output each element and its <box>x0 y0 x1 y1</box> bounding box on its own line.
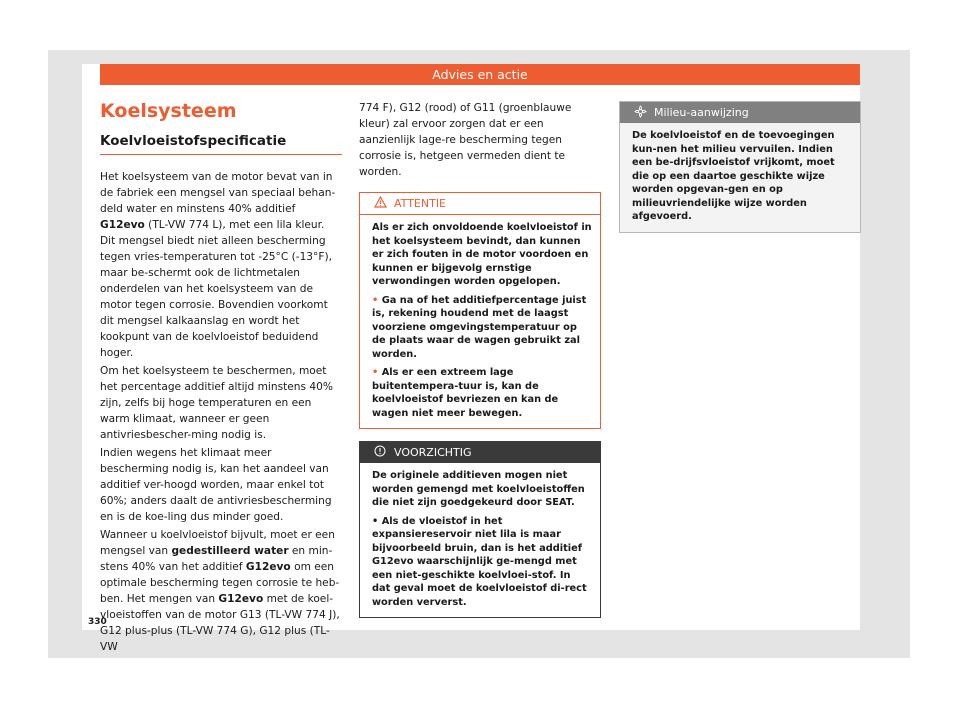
paragraph-3: Indien wegens het klimaat meer bescherming nodig is, kan het aandeel van additief ver-hoogd worden, maar enkel tot 60%; anders daalt de antivriesbescherming en is de koe-ling dus minder goed. <box>100 447 332 523</box>
column-left <box>100 100 342 655</box>
chapter-header: Advies en actie <box>100 64 860 85</box>
notice-box <box>359 441 601 618</box>
leaf-icon <box>632 105 648 121</box>
notice-body <box>360 463 600 617</box>
warning-triangle-icon <box>372 196 388 211</box>
paragraph-2: Om het koelsysteem te beschermen, moet het percentage additief altijd minstens 40% zijn, zelfs bij hoge temperaturen en een warm klimaat, wanneer er geen antivriesbescher-ming nodig is. <box>100 365 333 441</box>
environment-body <box>620 123 860 232</box>
environment-box <box>619 101 861 233</box>
info-circle-icon <box>372 445 388 460</box>
section-title: Koelsysteem <box>100 100 237 122</box>
notice-intro: De originele additieven mogen niet worden gemengd met koelvloeistoffen die niet zijn goedgekeurd door SEAT. <box>372 470 585 508</box>
bullet-icon: • <box>372 367 382 378</box>
paragraph-continued: 774 F), G12 (rood) of G11 (groenblauwe kleur) zal ervoor zorgen dat er een aanzienlijk lage-re bescherming tegen corrosie is, hetgeen vermeden dient te worden. <box>359 102 572 178</box>
warning-header <box>360 193 600 215</box>
notice-title: VOORZICHTIG <box>394 446 472 459</box>
bullet-icon: • <box>372 515 382 527</box>
warning-intro: Als er zich onvoldoende koelvloeistof in het koelsysteem bevindt, dan kunnen er zich fouten in de motor voordoen en kunnen er bijgevolg ernstige verwondingen worden opgelopen. <box>372 222 592 287</box>
environment-header <box>620 102 860 123</box>
warning-title: ATTENTIE <box>394 197 447 210</box>
paragraph-1: Het koelsysteem van de motor bevat van in de fabriek een mengsel van speciaal behan-deld water en minstens 40% additief G12evo (TL-VW 774 L), met een lila kleur. Dit mengsel biedt niet alleen bescherming tegen vries-temperaturen tot -25°C (-13°F), maar be-schermt ook de lichtmetalen onderdelen van het koelsysteem van de motor tegen corrosie. Bovendien voorkomt dit mengsel kalkaanslag en wordt het kookpunt van de koelvloeistof beduidend hoger. <box>100 171 336 359</box>
paragraph-4: Wanneer u koelvloeistof bijvult, moet er een mengsel van gedestilleerd water en min-stens 40% van het additief G12evo om een optimale bescherming tegen corrosie te heb-ben. Het mengen van G12evo met de koel-vloeistoffen van de motor G13 (TL-VW 774 J), G12 plus-plus (TL-VW 774 G), G12 plus (TL-VW <box>100 529 340 653</box>
warning-bullet: • Als er een extreem lage buitentempera-tuur is, kan de koelvloeistof bevriezen en kan de wagen niet meer bewegen. <box>372 367 559 419</box>
environment-text: De koelvloeistof en de toevoegingen kun-nen het milieu vervuilen. Indien een be-drijfsvloeistof vrijkomt, moet die op een daartoe geschikte wijze worden opgevan-gen en op milieuvriendelijke wijze worden afgevoerd. <box>632 130 835 222</box>
page-number: 330 <box>88 617 107 627</box>
warning-body <box>360 215 600 428</box>
notice-header <box>360 442 600 463</box>
environment-title: Milieu-aanwijzing <box>654 106 749 119</box>
bullet-icon: • <box>372 294 382 306</box>
warning-bullet: • Ga na of het additiefpercentage juist is, rekening houdend met de laagst voorziene omgevingstemperatuur op de plaats waar de wagen gebruikt zal worden. <box>372 294 587 360</box>
warning-box <box>359 192 601 429</box>
notice-bullet: • Als de vloeistof in het expansiereservoir niet lila is maar bijvoorbeeld bruin, dan is het additief G12evo waarschijnlijk ge-mengd met een niet-geschikte koelvloei-stof. In dat geval moet de koelvloeistof di-rect worden ververst. <box>372 515 587 608</box>
column-middle <box>359 100 601 618</box>
section-subtitle: Koelvloeistofspecificatie <box>100 133 342 155</box>
